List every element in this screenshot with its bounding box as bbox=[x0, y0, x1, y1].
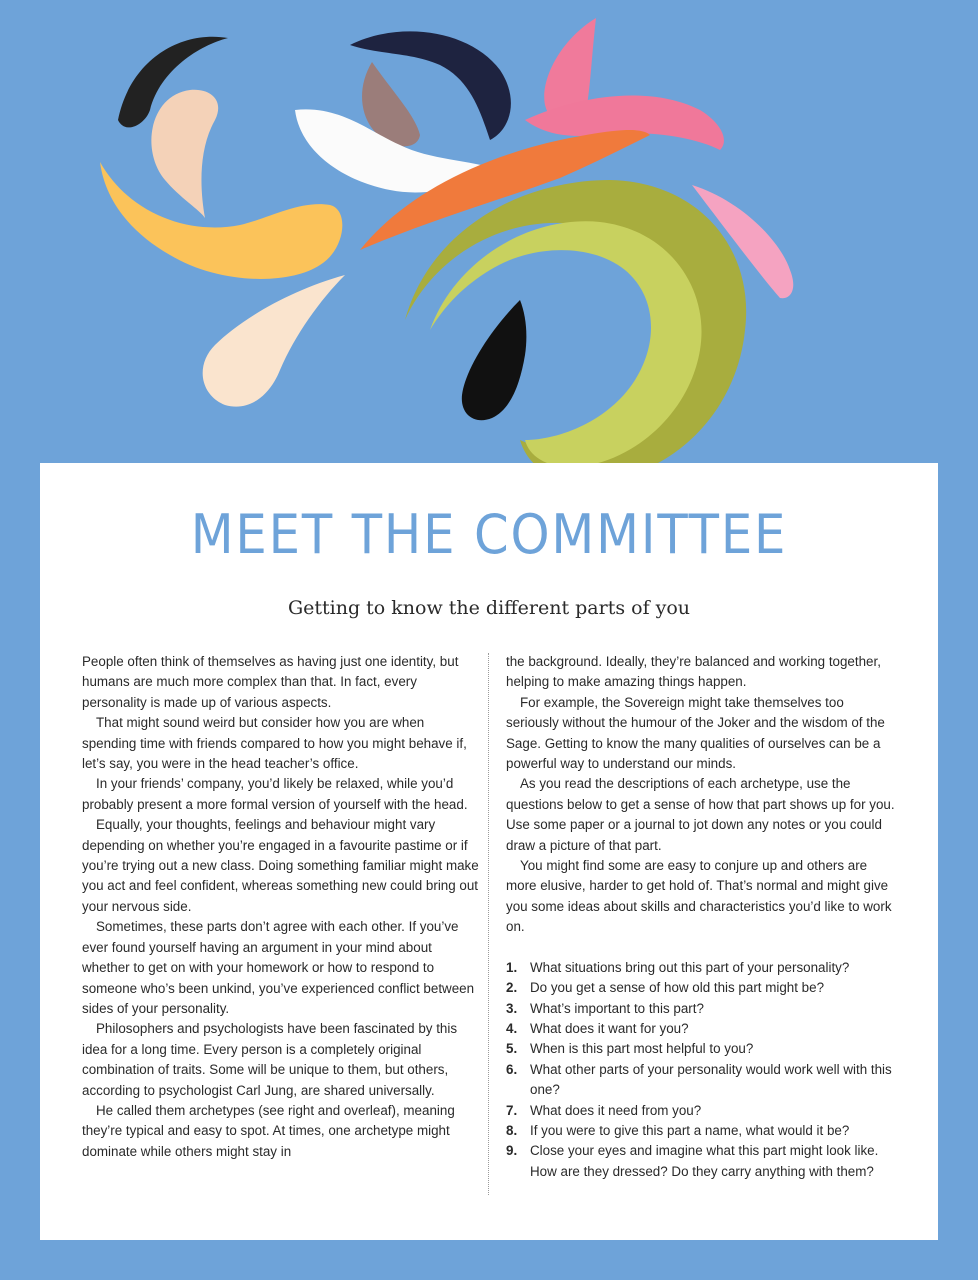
list-number: 7. bbox=[506, 1102, 518, 1118]
paragraph: As you read the descriptions of each archetype, use the questions below to get a sense of how that part shows up for you. Use some paper or a journal to jot down any notes or you could draw a picture of that part. bbox=[506, 776, 895, 853]
list-number: 4. bbox=[506, 1020, 518, 1036]
questions-list bbox=[506, 958, 898, 1182]
paragraph: Sometimes, these parts don’t agree with each other. If you’ve ever found yourself having an argument in your mind about whether to get on with your homework or how to respond to someone who’s been unkind, you’ve experienced conflict between sides of your personality. bbox=[82, 919, 475, 1016]
list-item-text: What’s important to this part? bbox=[530, 1000, 704, 1016]
paragraph: You might find some are easy to conjure up and others are more elusive, harder to get hold of. That’s normal and might give you some ideas about skills and characteristics you’d like to work on. bbox=[506, 858, 892, 935]
paragraph: People often think of themselves as having just one identity, but humans are much more complex than that. In fact, every personality is made up of various aspects. bbox=[82, 654, 459, 710]
list-number: 1. bbox=[506, 959, 518, 975]
list-item-text: What does it want for you? bbox=[530, 1020, 689, 1036]
list-item bbox=[506, 1019, 898, 1039]
list-item-text: What does it need from you? bbox=[530, 1102, 702, 1118]
article-card bbox=[40, 463, 938, 1240]
paragraph: In your friends’ company, you’d likely be relaxed, while you’d probably present a more formal version of yourself with the head. bbox=[82, 776, 468, 812]
list-number: 9. bbox=[506, 1143, 518, 1159]
page-subtitle: Getting to know the different parts of you bbox=[287, 597, 691, 619]
list-number: 3. bbox=[506, 1000, 518, 1016]
yellow-swirl-shape bbox=[100, 162, 342, 279]
paragraph: He called them archetypes (see right and overleaf), meaning they’re typical and easy to spot. At times, one archetype might dominate while others might stay in bbox=[82, 1102, 455, 1159]
list-number: 2. bbox=[506, 980, 518, 996]
right-column bbox=[506, 652, 898, 1182]
paragraph: That might sound weird but consider how you are when spending time with friends compared to how you might behave if, let’s say, you were in the head teacher’s office. bbox=[82, 715, 467, 772]
list-item bbox=[506, 1039, 898, 1059]
left-column bbox=[82, 652, 482, 1162]
list-item-text: Do you get a sense of how old this part might be? bbox=[530, 980, 825, 996]
list-item-text: What other parts of your personality would work well with this one? bbox=[530, 1061, 892, 1098]
list-item-text: When is this part most helpful to you? bbox=[530, 1041, 754, 1057]
list-number: 5. bbox=[506, 1041, 518, 1057]
paragraph: the background. Ideally, they’re balanced and working together, helping to make amazing things happen. bbox=[506, 654, 881, 690]
list-item bbox=[506, 978, 898, 998]
column-divider bbox=[488, 653, 489, 1195]
list-item-text: Close your eyes and imagine what this part might look like. How are they dressed? Do they carry anything with them? bbox=[530, 1143, 879, 1179]
peach-teardrop-shape bbox=[151, 90, 218, 218]
list-item bbox=[506, 1060, 898, 1101]
paragraph: Equally, your thoughts, feelings and behaviour might vary depending on whether you’re engaged in a favourite pastime or if you’re trying out a new class. Doing something familiar might make you act and feel confident, whereas something new could bring out your nervous side. bbox=[82, 817, 479, 914]
list-item bbox=[506, 1141, 898, 1182]
cream-teardrop-shape bbox=[203, 275, 345, 407]
list-item-text: If you were to give this part a name, what would it be? bbox=[530, 1122, 850, 1138]
decorative-swirl-illustration bbox=[0, 0, 978, 500]
paragraph: For example, the Sovereign might take themselves too seriously without the humour of the Joker and the wisdom of the Sage. Getting to know the many qualities of ourselves can be a powerful way to understand our minds. bbox=[506, 694, 885, 772]
page-title: MEET THE COMMITTEE bbox=[190, 503, 788, 566]
list-number: 6. bbox=[506, 1061, 518, 1077]
list-item bbox=[506, 958, 898, 978]
list-item bbox=[506, 1101, 898, 1121]
paragraph: Philosophers and psychologists have been fascinated by this idea for a long time. Every person is a completely original combination of traits. Some will be unique to them, but others, according to psychologist Carl Jung, are shared universally. bbox=[82, 1021, 458, 1098]
list-item bbox=[506, 999, 898, 1019]
list-item-text: What situations bring out this part of your personality? bbox=[530, 959, 850, 975]
list-item bbox=[506, 1121, 898, 1141]
list-number: 8. bbox=[506, 1122, 518, 1138]
black-teardrop-shape bbox=[462, 300, 527, 420]
